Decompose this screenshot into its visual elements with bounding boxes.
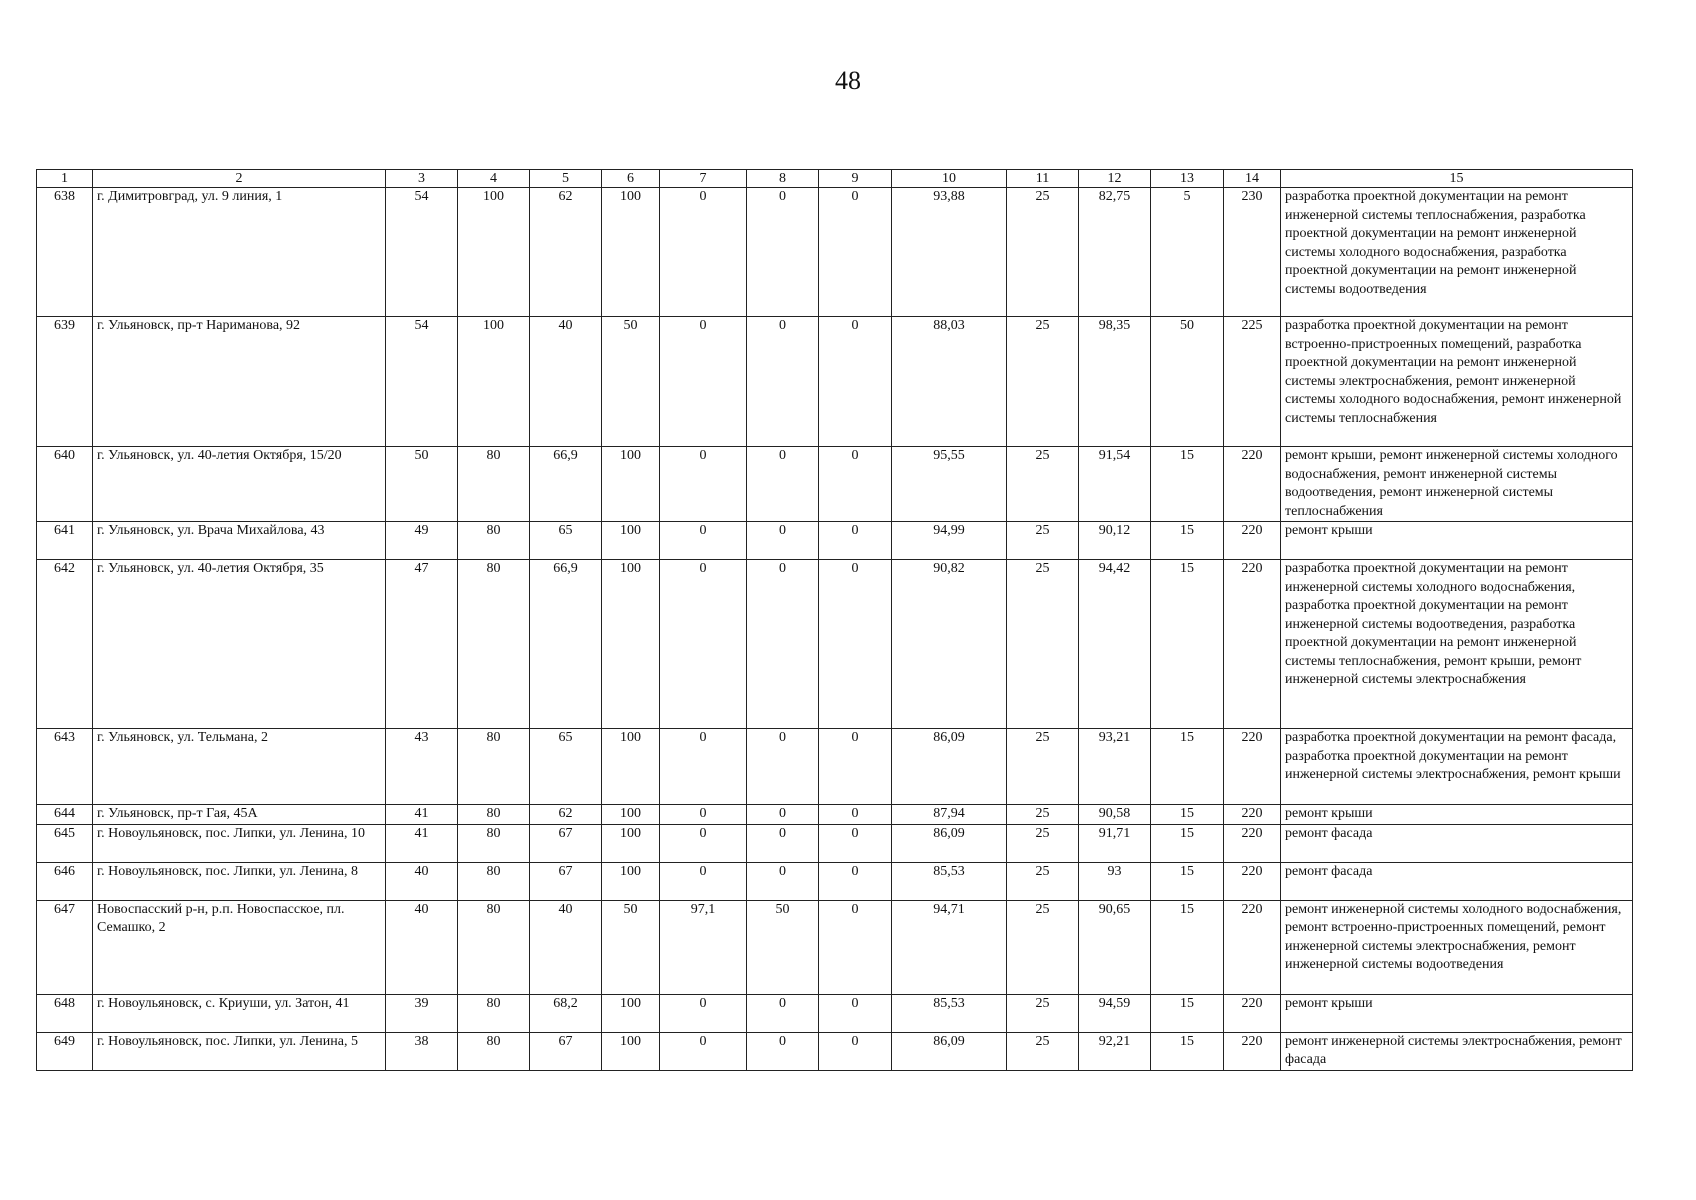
table-cell: 93,88 bbox=[892, 188, 1007, 317]
table-cell: 80 bbox=[458, 1032, 530, 1070]
column-number-header: 7 bbox=[660, 170, 747, 188]
column-number-header: 13 bbox=[1151, 170, 1224, 188]
table-cell: 66,9 bbox=[530, 447, 602, 522]
address-cell: г. Ульяновск, пр-т Нариманова, 92 bbox=[93, 317, 386, 447]
table-cell: 5 bbox=[1151, 188, 1224, 317]
table-cell: 94,42 bbox=[1079, 560, 1151, 729]
table-cell: 54 bbox=[386, 188, 458, 317]
table-cell: 41 bbox=[386, 824, 458, 862]
table-cell: 25 bbox=[1007, 862, 1079, 900]
table-cell: 0 bbox=[819, 862, 892, 900]
table-cell: 67 bbox=[530, 1032, 602, 1070]
table-cell: 220 bbox=[1224, 824, 1281, 862]
table-cell: 80 bbox=[458, 900, 530, 994]
table-cell: 25 bbox=[1007, 729, 1079, 805]
table-cell: 100 bbox=[602, 994, 660, 1032]
table-cell: 67 bbox=[530, 862, 602, 900]
table-cell: 88,03 bbox=[892, 317, 1007, 447]
table-cell: 220 bbox=[1224, 1032, 1281, 1070]
table-cell: 86,09 bbox=[892, 1032, 1007, 1070]
table-row bbox=[37, 317, 1633, 447]
table-cell: 87,94 bbox=[892, 805, 1007, 825]
table-cell: 0 bbox=[819, 447, 892, 522]
table-cell: 80 bbox=[458, 994, 530, 1032]
table-cell: 95,55 bbox=[892, 447, 1007, 522]
address-cell: г. Ульяновск, ул. 40-летия Октября, 35 bbox=[93, 560, 386, 729]
table-row bbox=[37, 900, 1633, 994]
table-cell: 85,53 bbox=[892, 994, 1007, 1032]
row-number-cell: 641 bbox=[37, 522, 93, 560]
table-cell: 90,12 bbox=[1079, 522, 1151, 560]
work-types-cell: ремонт фасада bbox=[1281, 824, 1633, 862]
table-cell: 0 bbox=[660, 317, 747, 447]
row-number-cell: 648 bbox=[37, 994, 93, 1032]
table-cell: 25 bbox=[1007, 560, 1079, 729]
table-cell: 86,09 bbox=[892, 824, 1007, 862]
column-number-header: 10 bbox=[892, 170, 1007, 188]
table-cell: 220 bbox=[1224, 900, 1281, 994]
table-cell: 0 bbox=[747, 862, 819, 900]
table-row bbox=[37, 522, 1633, 560]
table-cell: 80 bbox=[458, 862, 530, 900]
table-cell: 100 bbox=[458, 188, 530, 317]
table-cell: 0 bbox=[660, 188, 747, 317]
table-cell: 0 bbox=[660, 522, 747, 560]
table-cell: 50 bbox=[602, 900, 660, 994]
column-number-header: 1 bbox=[37, 170, 93, 188]
table-cell: 91,71 bbox=[1079, 824, 1151, 862]
table-cell: 93 bbox=[1079, 862, 1151, 900]
table-cell: 15 bbox=[1151, 522, 1224, 560]
table-cell: 15 bbox=[1151, 447, 1224, 522]
table-cell: 0 bbox=[660, 447, 747, 522]
table-cell: 220 bbox=[1224, 447, 1281, 522]
table-cell: 50 bbox=[386, 447, 458, 522]
table-cell: 0 bbox=[660, 824, 747, 862]
table-cell: 25 bbox=[1007, 994, 1079, 1032]
table-cell: 0 bbox=[819, 522, 892, 560]
column-number-header: 5 bbox=[530, 170, 602, 188]
table-cell: 0 bbox=[747, 1032, 819, 1070]
column-number-header: 12 bbox=[1079, 170, 1151, 188]
table-cell: 50 bbox=[747, 900, 819, 994]
table-cell: 94,99 bbox=[892, 522, 1007, 560]
table-cell: 0 bbox=[747, 994, 819, 1032]
table-cell: 50 bbox=[1151, 317, 1224, 447]
row-number-cell: 638 bbox=[37, 188, 93, 317]
table-cell: 25 bbox=[1007, 1032, 1079, 1070]
table-cell: 15 bbox=[1151, 824, 1224, 862]
table-cell: 80 bbox=[458, 560, 530, 729]
table-cell: 0 bbox=[819, 729, 892, 805]
table-cell: 0 bbox=[660, 994, 747, 1032]
table-cell: 97,1 bbox=[660, 900, 747, 994]
table-row bbox=[37, 824, 1633, 862]
table-cell: 68,2 bbox=[530, 994, 602, 1032]
row-number-cell: 642 bbox=[37, 560, 93, 729]
table-cell: 80 bbox=[458, 447, 530, 522]
address-cell: г. Ульяновск, ул. Врача Михайлова, 43 bbox=[93, 522, 386, 560]
row-number-cell: 643 bbox=[37, 729, 93, 805]
row-number-cell: 645 bbox=[37, 824, 93, 862]
table-cell: 0 bbox=[819, 560, 892, 729]
table-cell: 0 bbox=[747, 805, 819, 825]
table-cell: 90,82 bbox=[892, 560, 1007, 729]
table-cell: 0 bbox=[660, 560, 747, 729]
table-cell: 220 bbox=[1224, 560, 1281, 729]
address-cell: г. Ульяновск, ул. Тельмана, 2 bbox=[93, 729, 386, 805]
address-cell: г. Новоульяновск, с. Криуши, ул. Затон, 41 bbox=[93, 994, 386, 1032]
work-types-cell: ремонт инженерной системы холодного водоснабжения, ремонт встроенно-пристроенных помещений, ремонт инженерной системы электроснабжения, ремонт инженерной системы водоотведения bbox=[1281, 900, 1633, 994]
table-cell: 100 bbox=[602, 447, 660, 522]
table-cell: 0 bbox=[660, 805, 747, 825]
table-cell: 54 bbox=[386, 317, 458, 447]
table-cell: 0 bbox=[747, 729, 819, 805]
table-cell: 0 bbox=[660, 862, 747, 900]
address-cell: г. Новоульяновск, пос. Липки, ул. Ленина, 5 bbox=[93, 1032, 386, 1070]
work-types-cell: ремонт фасада bbox=[1281, 862, 1633, 900]
table-cell: 80 bbox=[458, 522, 530, 560]
work-types-cell: разработка проектной документации на ремонт встроенно-пристроенных помещений, разработка проектной документации на ремонт инженерной системы электроснабжения, ремонт инженерной системы холодного водоснабжения, ремонт инженерной системы теплоснабжения bbox=[1281, 317, 1633, 447]
work-types-cell: ремонт инженерной системы электроснабжения, ремонт фасада bbox=[1281, 1032, 1633, 1070]
table-cell: 0 bbox=[747, 188, 819, 317]
table-cell: 100 bbox=[602, 824, 660, 862]
table-cell: 80 bbox=[458, 824, 530, 862]
table-cell: 25 bbox=[1007, 805, 1079, 825]
column-number-header: 14 bbox=[1224, 170, 1281, 188]
table-cell: 15 bbox=[1151, 560, 1224, 729]
table-cell: 0 bbox=[819, 994, 892, 1032]
address-cell: г. Новоульяновск, пос. Липки, ул. Ленина, 10 bbox=[93, 824, 386, 862]
table-cell: 49 bbox=[386, 522, 458, 560]
table-cell: 50 bbox=[602, 317, 660, 447]
housing-repair-table bbox=[36, 169, 1633, 1071]
address-cell: г. Ульяновск, ул. 40-летия Октября, 15/20 bbox=[93, 447, 386, 522]
table-cell: 85,53 bbox=[892, 862, 1007, 900]
table-cell: 94,59 bbox=[1079, 994, 1151, 1032]
table-cell: 0 bbox=[747, 447, 819, 522]
work-types-cell: ремонт крыши bbox=[1281, 522, 1633, 560]
table-cell: 66,9 bbox=[530, 560, 602, 729]
table-cell: 65 bbox=[530, 522, 602, 560]
table-cell: 25 bbox=[1007, 824, 1079, 862]
column-number-header: 9 bbox=[819, 170, 892, 188]
table-cell: 90,65 bbox=[1079, 900, 1151, 994]
table-cell: 40 bbox=[386, 862, 458, 900]
table-cell: 0 bbox=[819, 1032, 892, 1070]
table-row bbox=[37, 447, 1633, 522]
work-types-cell: разработка проектной документации на ремонт инженерной системы холодного водоснабжения, разработка проектной документации на ремонт инженерной системы водоотведения, разработка проектной документации на ремонт инженерной системы теплоснабжения, ремонт крыши, ремонт инженерной системы электроснабжения bbox=[1281, 560, 1633, 729]
table-cell: 220 bbox=[1224, 522, 1281, 560]
table-cell: 100 bbox=[602, 522, 660, 560]
table-cell: 40 bbox=[530, 317, 602, 447]
table-cell: 82,75 bbox=[1079, 188, 1151, 317]
table-cell: 220 bbox=[1224, 994, 1281, 1032]
table-cell: 93,21 bbox=[1079, 729, 1151, 805]
table-cell: 38 bbox=[386, 1032, 458, 1070]
table-cell: 47 bbox=[386, 560, 458, 729]
table-cell: 0 bbox=[660, 1032, 747, 1070]
table-row bbox=[37, 188, 1633, 317]
table-row bbox=[37, 1032, 1633, 1070]
table-cell: 25 bbox=[1007, 522, 1079, 560]
table-cell: 0 bbox=[819, 805, 892, 825]
table-cell: 25 bbox=[1007, 447, 1079, 522]
table-cell: 65 bbox=[530, 729, 602, 805]
table-cell: 220 bbox=[1224, 805, 1281, 825]
table-cell: 15 bbox=[1151, 805, 1224, 825]
table-cell: 0 bbox=[819, 317, 892, 447]
table-cell: 80 bbox=[458, 805, 530, 825]
table-cell: 15 bbox=[1151, 862, 1224, 900]
table-cell: 220 bbox=[1224, 729, 1281, 805]
table-cell: 0 bbox=[819, 900, 892, 994]
work-types-cell: разработка проектной документации на ремонт фасада, разработка проектной документации на ремонт инженерной системы электроснабжения, ремонт крыши bbox=[1281, 729, 1633, 805]
table-cell: 41 bbox=[386, 805, 458, 825]
table-cell: 40 bbox=[530, 900, 602, 994]
table-cell: 67 bbox=[530, 824, 602, 862]
table-cell: 15 bbox=[1151, 1032, 1224, 1070]
work-types-cell: ремонт крыши bbox=[1281, 805, 1633, 825]
table-cell: 91,54 bbox=[1079, 447, 1151, 522]
table-cell: 225 bbox=[1224, 317, 1281, 447]
table-cell: 15 bbox=[1151, 900, 1224, 994]
table-cell: 0 bbox=[660, 729, 747, 805]
table-row bbox=[37, 729, 1633, 805]
column-number-header: 3 bbox=[386, 170, 458, 188]
work-types-cell: разработка проектной документации на ремонт инженерной системы теплоснабжения, разработка проектной документации на ремонт инженерной системы холодного водоснабжения, разработка проектной документации на ремонт инженерной системы водоотведения bbox=[1281, 188, 1633, 317]
table-cell: 25 bbox=[1007, 317, 1079, 447]
table-cell: 62 bbox=[530, 188, 602, 317]
table-cell: 90,58 bbox=[1079, 805, 1151, 825]
row-number-cell: 647 bbox=[37, 900, 93, 994]
table-cell: 86,09 bbox=[892, 729, 1007, 805]
table-row bbox=[37, 560, 1633, 729]
table-row bbox=[37, 805, 1633, 825]
table-cell: 100 bbox=[602, 805, 660, 825]
column-number-header: 6 bbox=[602, 170, 660, 188]
table-cell: 0 bbox=[819, 188, 892, 317]
row-number-cell: 639 bbox=[37, 317, 93, 447]
table-cell: 100 bbox=[602, 862, 660, 900]
table-cell: 62 bbox=[530, 805, 602, 825]
table-cell: 43 bbox=[386, 729, 458, 805]
table-cell: 15 bbox=[1151, 994, 1224, 1032]
table-cell: 100 bbox=[602, 729, 660, 805]
table-cell: 94,71 bbox=[892, 900, 1007, 994]
row-number-cell: 640 bbox=[37, 447, 93, 522]
table-cell: 98,35 bbox=[1079, 317, 1151, 447]
table-cell: 80 bbox=[458, 729, 530, 805]
work-types-cell: ремонт крыши bbox=[1281, 994, 1633, 1032]
address-cell: Новоспасский р-н, р.п. Новоспасское, пл. Семашко, 2 bbox=[93, 900, 386, 994]
work-types-cell: ремонт крыши, ремонт инженерной системы холодного водоснабжения, ремонт инженерной системы водоотведения, ремонт инженерной системы теплоснабжения bbox=[1281, 447, 1633, 522]
table-cell: 0 bbox=[747, 522, 819, 560]
column-number-header: 4 bbox=[458, 170, 530, 188]
column-number-header: 8 bbox=[747, 170, 819, 188]
table-cell: 25 bbox=[1007, 900, 1079, 994]
table-cell: 100 bbox=[602, 560, 660, 729]
table-cell: 230 bbox=[1224, 188, 1281, 317]
table-cell: 100 bbox=[602, 188, 660, 317]
table-cell: 25 bbox=[1007, 188, 1079, 317]
table-row bbox=[37, 862, 1633, 900]
row-number-cell: 644 bbox=[37, 805, 93, 825]
table-row bbox=[37, 994, 1633, 1032]
table-cell: 40 bbox=[386, 900, 458, 994]
table-cell: 0 bbox=[747, 560, 819, 729]
row-number-cell: 646 bbox=[37, 862, 93, 900]
address-cell: г. Новоульяновск, пос. Липки, ул. Ленина, 8 bbox=[93, 862, 386, 900]
table-cell: 0 bbox=[747, 824, 819, 862]
address-cell: г. Димитровград, ул. 9 линия, 1 bbox=[93, 188, 386, 317]
table-cell: 220 bbox=[1224, 862, 1281, 900]
table-cell: 100 bbox=[602, 1032, 660, 1070]
table-cell: 39 bbox=[386, 994, 458, 1032]
table-cell: 15 bbox=[1151, 729, 1224, 805]
row-number-cell: 649 bbox=[37, 1032, 93, 1070]
column-number-header: 11 bbox=[1007, 170, 1079, 188]
table-cell: 0 bbox=[747, 317, 819, 447]
table-cell: 100 bbox=[458, 317, 530, 447]
table-cell: 0 bbox=[819, 824, 892, 862]
column-number-header: 2 bbox=[93, 170, 386, 188]
address-cell: г. Ульяновск, пр-т Гая, 45А bbox=[93, 805, 386, 825]
table-cell: 92,21 bbox=[1079, 1032, 1151, 1070]
page-number: 48 bbox=[835, 66, 861, 95]
column-number-header: 15 bbox=[1281, 170, 1633, 188]
column-number-row bbox=[37, 170, 1633, 188]
